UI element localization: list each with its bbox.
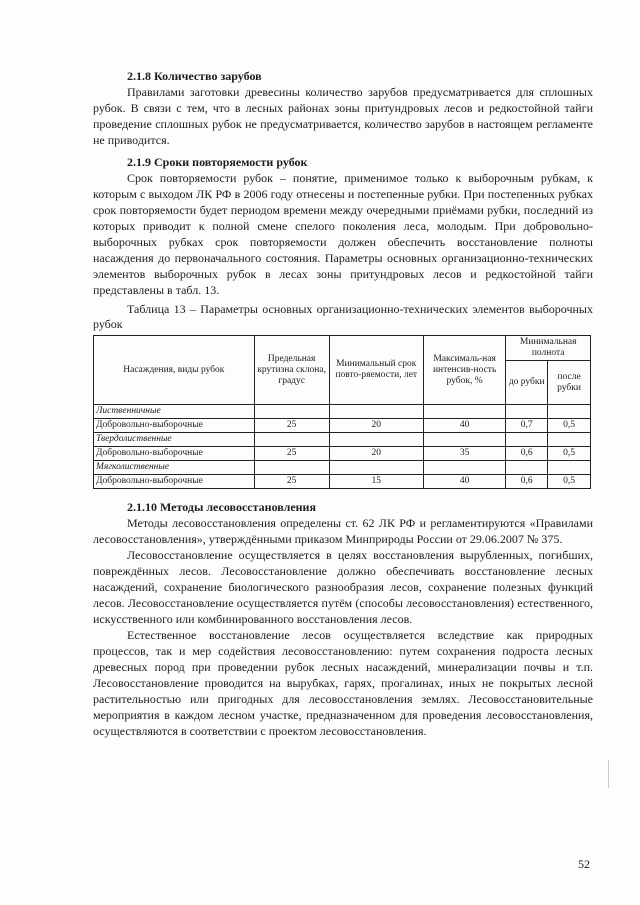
scan-artifact bbox=[608, 760, 609, 788]
section-heading-2-1-10: 2.1.10 Методы лесовосстановления bbox=[127, 500, 316, 514]
cell-before: 0,7 bbox=[506, 419, 548, 433]
cell-intensity: 40 bbox=[423, 419, 505, 433]
table-group-label: Твердолиственные bbox=[94, 433, 255, 447]
row-name: Добровольно-выборочные bbox=[94, 419, 255, 433]
cell-slope: 25 bbox=[254, 475, 329, 489]
cell-before: 0,6 bbox=[506, 447, 548, 461]
header-period: Минимальный срок повто-ряемости, лет bbox=[329, 336, 423, 405]
cell-intensity: 35 bbox=[423, 447, 505, 461]
cell-after: 0,5 bbox=[548, 419, 591, 433]
table-row bbox=[94, 475, 591, 489]
header-after: после рубки bbox=[548, 361, 591, 405]
table-row bbox=[94, 419, 591, 433]
cell-after: 0,5 bbox=[548, 447, 591, 461]
header-density: Минимальная полнота bbox=[506, 336, 591, 361]
table-group-label: Лиственничные bbox=[94, 405, 255, 419]
cell-period: 20 bbox=[329, 447, 423, 461]
row-name: Добровольно-выборочные bbox=[94, 475, 255, 489]
cell-slope: 25 bbox=[254, 419, 329, 433]
section-heading-2-1-8: 2.1.8 Количество зарубов bbox=[127, 69, 262, 83]
cell-period: 20 bbox=[329, 419, 423, 433]
header-slope: Предельная крутизна склона, градус bbox=[254, 336, 329, 405]
header-before: до рубки bbox=[506, 361, 548, 405]
paragraph: Срок повторяемости рубок – понятие, применимое только к выборочным рубкам, к которым с выходом ЛК РФ в 2006 году отнесены и постепенные рубки. При постепенных рубках срок повторяемости будет периодом времени между очередными приёмами рубки, последний из которых приводит к полной смене спелого поколения леса, молодым. При добровольно-выборочных рубках срок повторяемости должен обеспечить восстановление полноты насаждения до первоначального состояния. Параметры основных организационно-технических элементов выборочных рубок в лесах зоны притундровых лесов и редкостойной тайги представлены в табл. 13. bbox=[93, 171, 593, 297]
cell-period: 15 bbox=[329, 475, 423, 489]
header-intensity: Максималь-ная интенсив-ность рубок, % bbox=[423, 336, 505, 405]
parameters-table bbox=[93, 335, 591, 489]
table-group-label: Мягколиственные bbox=[94, 461, 255, 475]
table-caption: Таблица 13 – Параметры основных организационно-технических элементов выборочных рубок bbox=[93, 302, 593, 331]
page-content bbox=[93, 68, 593, 739]
row-name: Добровольно-выборочные bbox=[94, 447, 255, 461]
table-row bbox=[94, 447, 591, 461]
paragraph: Правилами заготовки древесины количество зарубов предусматривается для сплошных рубок. В связи с тем, что в лесных районах зоны притундровых лесов и редкостойной тайги проведение сплошных рубок не предусматривается, количество зарубов в настоящем регламенте не приводится. bbox=[93, 85, 593, 147]
cell-before: 0,6 bbox=[506, 475, 548, 489]
page-number: 52 bbox=[578, 857, 590, 871]
header-name: Насаждения, виды рубок bbox=[94, 336, 255, 405]
cell-after: 0,5 bbox=[548, 475, 591, 489]
paragraph: Естественное восстановление лесов осуществляется вследствие как природных процессов, так и мер содействия лесовосстановлению: путем сохранения подроста лесных древесных пород при проведении рубок лесных насаждений, минерализации почвы и т.п. Лесовосстановление проводится на вырубках, гарях, прогалинах, иных не покрытых лесной растительностью или пригодных для лесовосстановления землях. Лесовосстановительные мероприятия в каждом лесном участке, предназначенном для проведения лесовосстановления, осуществляются в соответствии с проектом лесовосстановления. bbox=[93, 628, 593, 738]
cell-slope: 25 bbox=[254, 447, 329, 461]
paragraph: Лесовосстановление осуществляется в целях восстановления вырубленных, погибших, повреждённых лесов. Лесовосстановление должно обеспечивать восстановление лесных насаждений, сохранение биологического разнообразия лесов, сохранение полезных функций лесов. Лесовосстановление осуществляется путём (способы лесовосстановления) естественного, искусственного или комбинированного восстановления лесов. bbox=[93, 548, 593, 626]
section-heading-2-1-9: 2.1.9 Сроки повторяемости рубок bbox=[127, 155, 308, 169]
cell-intensity: 40 bbox=[423, 475, 505, 489]
paragraph: Методы лесовосстановления определены ст. 62 ЛК РФ и регламентируются «Правилами лесовосстановления», утверждёнными приказом Минприроды России от 29.06.2007 № 375. bbox=[93, 516, 593, 546]
